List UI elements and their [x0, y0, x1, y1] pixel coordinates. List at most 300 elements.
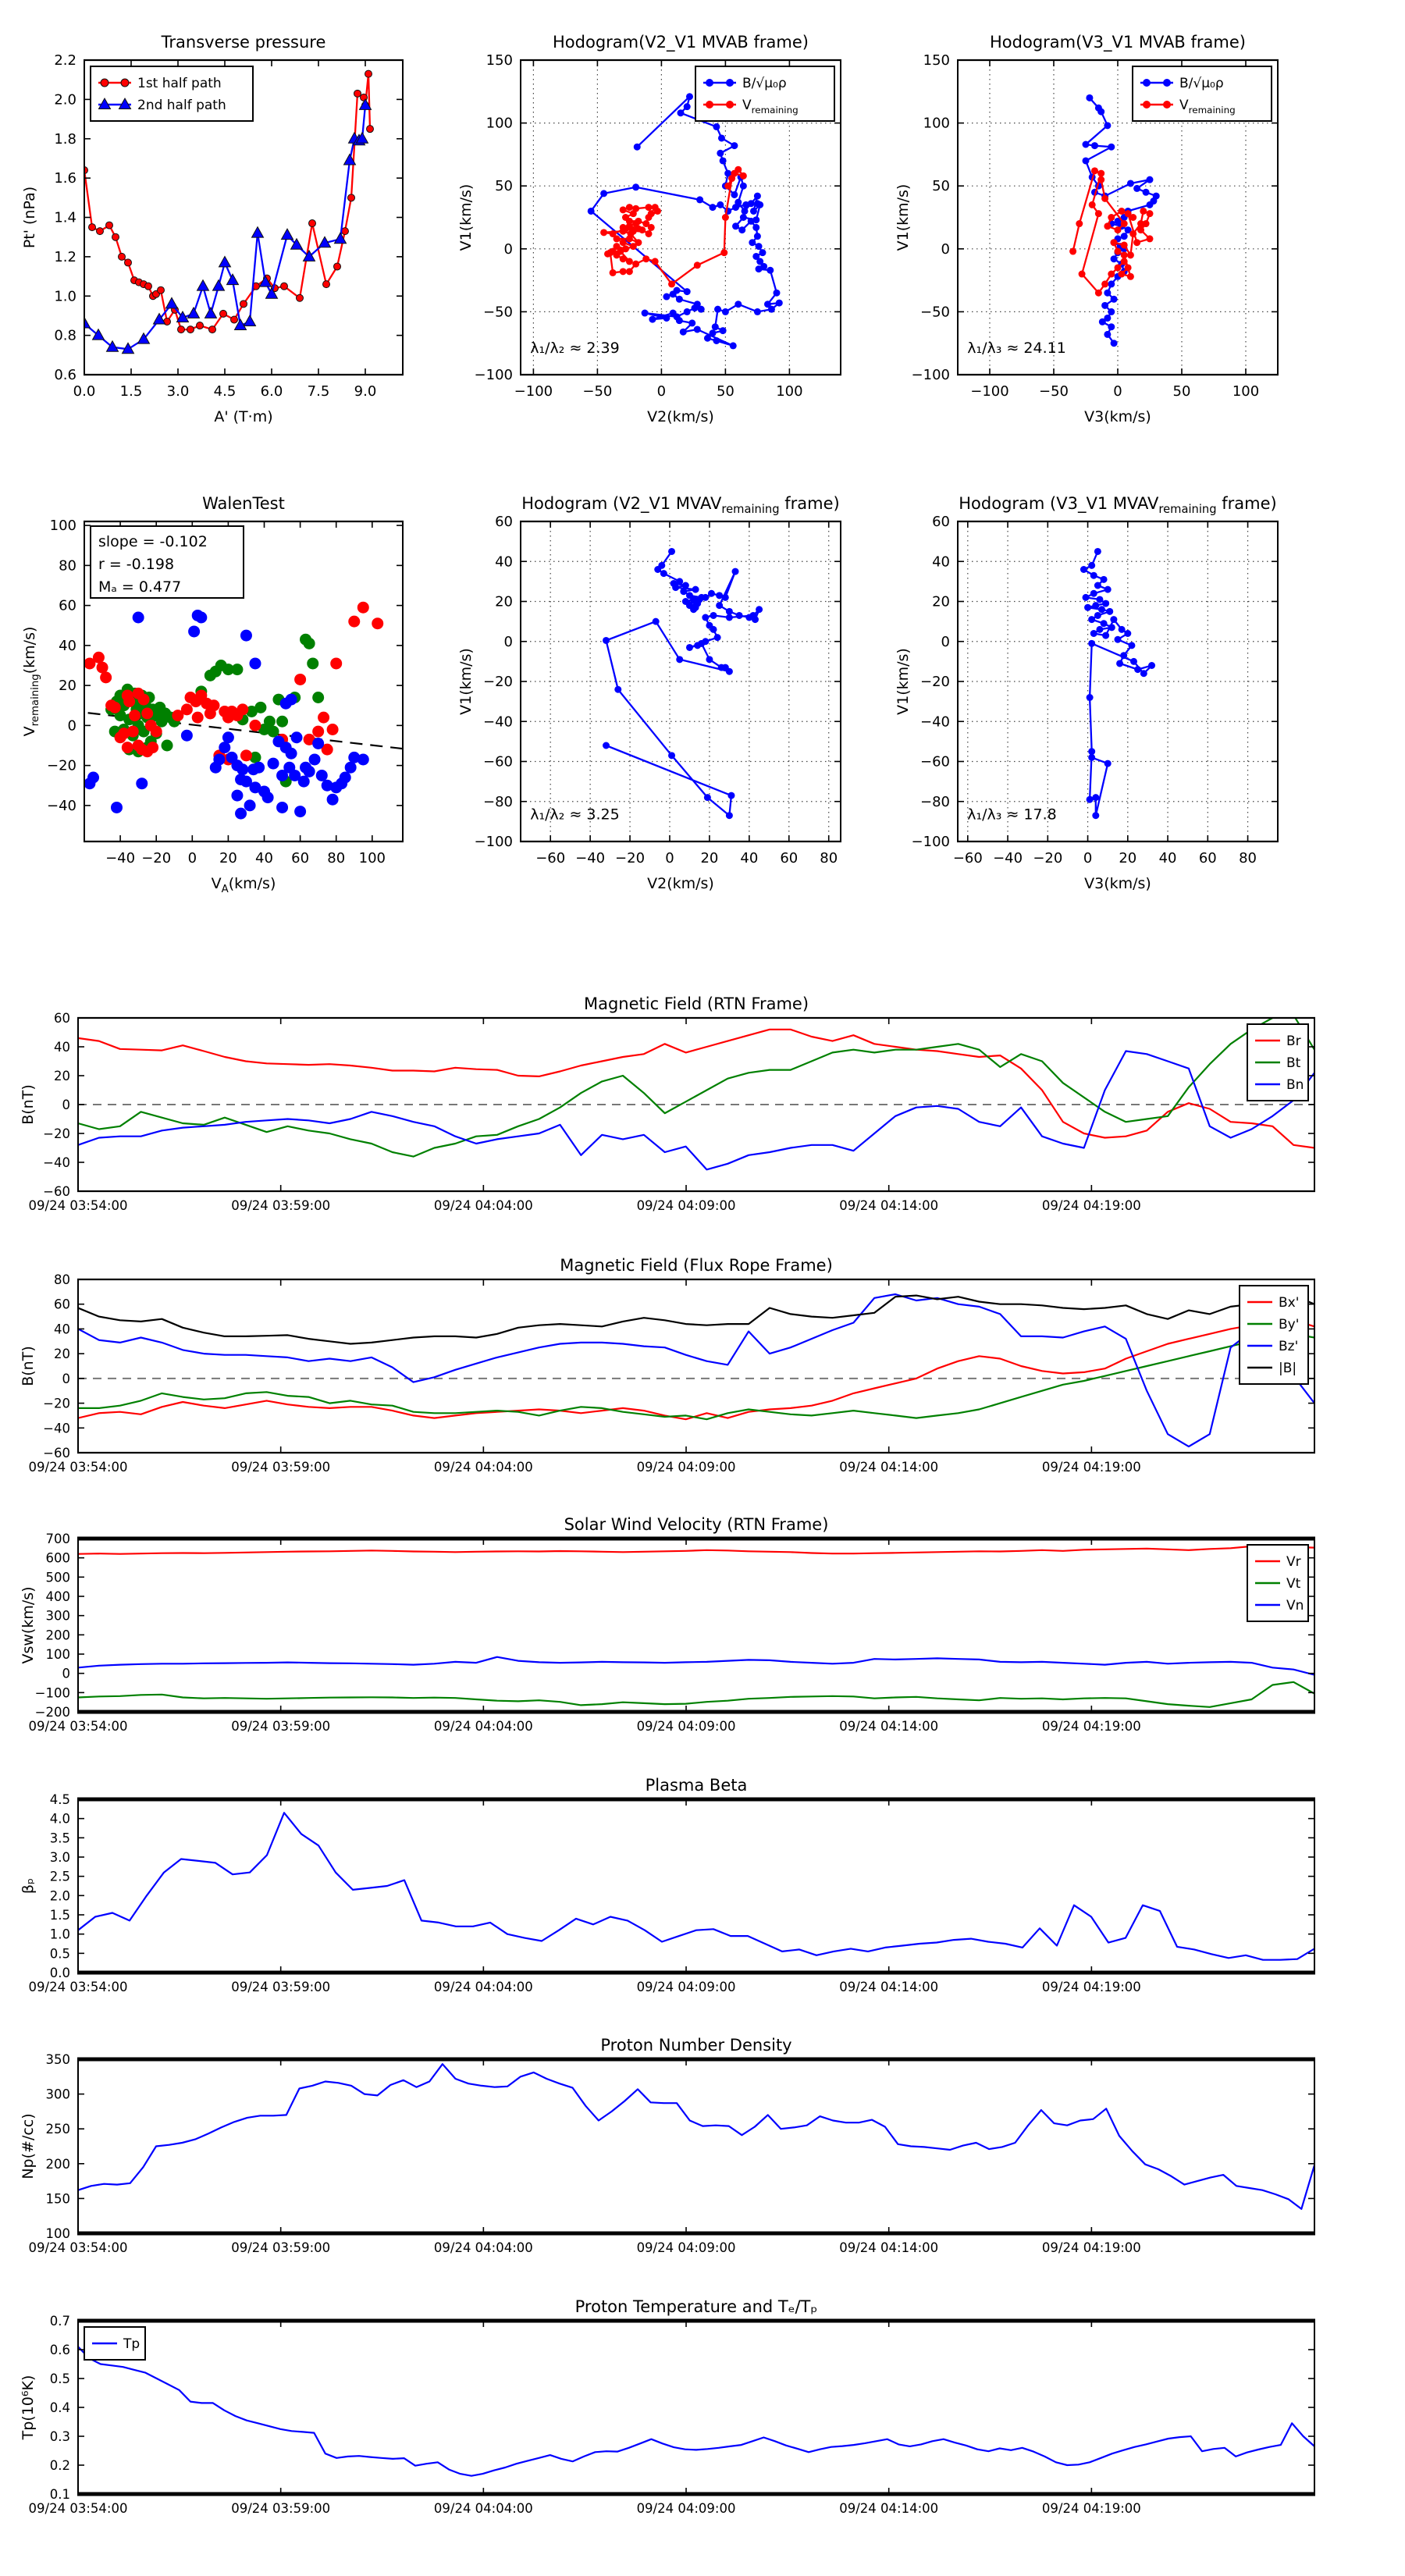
marker-dot [1125, 264, 1132, 271]
x-tick-label: 09/24 04:04:00 [433, 1460, 533, 1475]
marker-dot [1086, 94, 1093, 101]
y-tick-label: 1.5 [49, 1908, 70, 1923]
x-tick-label: 50 [1172, 383, 1191, 400]
marker-dot [235, 808, 247, 820]
x-tick-label: 20 [1119, 850, 1137, 866]
marker-dot [1120, 652, 1127, 659]
marker-dot [716, 592, 723, 599]
marker-circle [281, 283, 288, 290]
marker-dot [668, 280, 675, 287]
y-tick-label: −20 [43, 1126, 70, 1141]
marker-dot [610, 269, 617, 276]
marker-dot [620, 224, 627, 231]
marker-dot [717, 150, 724, 157]
marker-dot [357, 753, 369, 765]
marker-dot [717, 201, 724, 208]
marker-dot [676, 656, 683, 663]
marker-dot [727, 792, 735, 799]
marker-circle [348, 194, 355, 201]
marker-dot [652, 258, 659, 265]
marker-dot [635, 218, 642, 225]
legend-label: |B| [1279, 1361, 1297, 1376]
marker-circle [97, 228, 104, 235]
marker-dot [1108, 323, 1115, 330]
marker-dot [240, 749, 252, 761]
legend [1247, 1024, 1308, 1101]
y-tick-label: −200 [34, 1705, 70, 1720]
marker-dot [327, 794, 339, 806]
y-tick-label: 0 [503, 633, 513, 650]
y-tick-label: 80 [59, 557, 76, 575]
marker-dot [603, 637, 610, 644]
stats-line: Mₐ = 0.477 [98, 578, 182, 596]
marker-dot [1083, 141, 1090, 148]
y-tick-label: 350 [45, 2052, 70, 2067]
marker-dot [1088, 640, 1095, 647]
x-tick-label: 09/24 03:54:00 [28, 2240, 128, 2255]
marker-dot [756, 243, 763, 250]
y-tick-label: −20 [920, 674, 950, 690]
panel-title: Solar Wind Velocity (RTN Frame) [564, 1515, 829, 1534]
x-tick-label: 100 [776, 383, 803, 400]
panel-transverse-pressure [21, 33, 404, 425]
x-tick-label: 80 [820, 850, 838, 866]
marker-dot [742, 201, 749, 208]
x-tick-label: 09/24 04:04:00 [433, 2240, 533, 2255]
x-tick-label: 09/24 04:19:00 [1041, 2501, 1141, 2516]
marker-dot [1140, 670, 1147, 677]
annotation: λ₁/λ₂ ≈ 2.39 [530, 339, 620, 357]
marker-dot [600, 229, 607, 236]
y-tick-label: 1.0 [54, 288, 76, 305]
marker-dot [660, 570, 667, 577]
x-tick-label: −50 [1039, 383, 1069, 400]
marker-dot [138, 694, 150, 706]
marker-circle [121, 79, 129, 87]
y-tick-label: 80 [54, 1272, 70, 1287]
marker-dot [768, 306, 775, 313]
y-tick-label: 2.0 [49, 1888, 70, 1904]
x-tick-label: 09/24 03:54:00 [28, 2501, 128, 2516]
marker-dot [1129, 214, 1136, 221]
x-tick-label: 09/24 04:09:00 [636, 1719, 736, 1734]
x-tick-label: 1.5 [119, 383, 143, 400]
x-tick-label: 09/24 04:09:00 [636, 2240, 736, 2255]
marker-dot [219, 742, 230, 753]
marker-dot [1115, 264, 1122, 271]
marker-dot [1096, 596, 1103, 603]
marker-dot [649, 316, 656, 323]
y-tick-label: 100 [486, 115, 513, 132]
marker-dot [1089, 201, 1096, 208]
marker-dot [653, 618, 660, 625]
marker-dot [254, 702, 266, 713]
y-tick-label: −60 [43, 1446, 70, 1461]
marker-circle [309, 220, 316, 227]
marker-dot [304, 638, 315, 649]
y-tick-label: 50 [932, 178, 950, 195]
legend [84, 2327, 145, 2360]
marker-dot [668, 752, 675, 759]
marker-dot [774, 290, 781, 297]
marker-dot [732, 568, 739, 575]
y-tick-label: 400 [45, 1589, 70, 1604]
marker-dot [1134, 666, 1141, 673]
marker-dot [610, 230, 617, 237]
marker-dot [742, 208, 749, 215]
marker-dot [276, 716, 288, 728]
marker-dot [620, 255, 627, 262]
legend-label: Vn [1286, 1598, 1304, 1614]
marker-dot [1091, 142, 1098, 149]
marker-dot [663, 315, 670, 322]
marker-dot [730, 342, 737, 349]
x-tick-label: 09/24 04:14:00 [839, 2501, 939, 2516]
y-tick-label: 1.2 [54, 248, 76, 265]
x-tick-label: 50 [716, 383, 735, 400]
marker-dot [294, 806, 306, 817]
marker-dot [726, 608, 733, 615]
x-tick-label: 09/24 04:14:00 [839, 1719, 939, 1734]
x-tick-label: 09/24 03:59:00 [231, 1460, 331, 1475]
y-tick-label: 40 [54, 1040, 70, 1055]
x-tick-label: 09/24 04:19:00 [1041, 2240, 1141, 2255]
x-tick-label: −40 [105, 850, 136, 866]
legend-label: 2nd half path [137, 98, 226, 113]
marker-dot [710, 626, 717, 633]
marker-circle [209, 326, 216, 333]
marker-dot [307, 657, 318, 669]
marker-dot [722, 594, 729, 601]
y-tick-label: 150 [923, 52, 950, 69]
marker-dot [1083, 157, 1090, 164]
marker-dot [253, 762, 265, 774]
marker-dot [1104, 290, 1111, 297]
legend-label: $V_{remaining}$ [1179, 98, 1236, 116]
marker-dot [600, 190, 607, 197]
panel-title: Hodogram(V2_V1 MVAB frame) [553, 33, 809, 52]
marker-dot [740, 183, 747, 190]
marker-dot [684, 308, 691, 315]
marker-dot [759, 249, 766, 256]
panel-title: Proton Number Density [600, 2036, 792, 2055]
y-tick-label: 0.6 [49, 2343, 70, 2357]
marker-dot [654, 566, 661, 573]
panel-hodogram-v3v1-mvab [895, 33, 1279, 425]
marker-dot [702, 594, 709, 601]
marker-dot [676, 578, 683, 585]
marker-dot [1124, 630, 1131, 637]
marker-dot [1147, 235, 1154, 242]
y-tick-label: 1.6 [54, 170, 76, 187]
marker-dot [340, 772, 351, 784]
marker-dot [756, 606, 763, 613]
y-tick-label: 2.2 [54, 52, 76, 69]
marker-dot [1128, 642, 1135, 649]
marker-dot [1084, 604, 1091, 611]
annotation: λ₁/λ₃ ≈ 17.8 [967, 806, 1057, 824]
x-tick-label: 09/24 04:14:00 [839, 2240, 939, 2255]
marker-dot [280, 698, 292, 710]
marker-dot [1108, 214, 1115, 221]
y-axis-label: B(nT) [20, 1084, 37, 1125]
x-tick-label: 80 [327, 850, 346, 866]
marker-dot [127, 726, 139, 738]
marker-dot [1119, 626, 1126, 633]
x-tick-label: 09/24 04:14:00 [839, 1198, 939, 1213]
marker-dot [312, 738, 324, 749]
legend [1240, 1286, 1308, 1384]
y-tick-label: 20 [54, 1069, 70, 1083]
marker-dot [749, 612, 756, 619]
marker-dot [1101, 576, 1108, 583]
marker-dot [1133, 239, 1140, 246]
marker-dot [1069, 248, 1076, 255]
marker-dot [1097, 170, 1104, 177]
marker-dot [1111, 239, 1118, 246]
marker-dot [614, 243, 621, 250]
marker-dot [1090, 590, 1097, 597]
y-tick-label: 0 [503, 240, 513, 258]
marker-dot [330, 657, 342, 669]
marker-dot [680, 588, 687, 595]
marker-dot [722, 214, 729, 221]
marker-dot [1121, 258, 1128, 265]
y-axis-label: V1(km/s) [457, 183, 475, 251]
plot-area [78, 1799, 1314, 1973]
marker-dot [738, 226, 745, 233]
marker-dot [268, 758, 279, 770]
marker-dot [1127, 273, 1134, 280]
marker-dot [1087, 694, 1094, 701]
marker-dot [684, 103, 691, 110]
x-tick-label: 0 [1113, 383, 1122, 400]
marker-dot [776, 300, 783, 307]
x-tick-label: −60 [535, 850, 566, 866]
marker-dot [620, 239, 627, 246]
marker-dot [712, 323, 719, 330]
marker-dot [706, 656, 713, 663]
marker-dot [767, 267, 774, 274]
y-tick-label: 700 [45, 1532, 70, 1546]
marker-dot [706, 79, 713, 87]
marker-dot [1097, 176, 1104, 183]
y-tick-label: −40 [47, 797, 76, 814]
y-axis-label: V1(km/s) [457, 648, 475, 715]
y-axis-label: Vsw(km/s) [20, 1586, 37, 1664]
marker-dot [298, 776, 310, 788]
x-tick-label: 40 [1158, 850, 1177, 866]
x-tick-label: −100 [514, 383, 553, 400]
x-tick-label: −50 [582, 383, 613, 400]
marker-dot [1143, 220, 1150, 227]
y-tick-label: 0.1 [49, 2487, 70, 2502]
y-tick-label: −80 [483, 793, 513, 810]
marker-dot [123, 696, 135, 707]
marker-circle [119, 253, 126, 260]
marker-dot [1121, 233, 1128, 240]
x-tick-label: 09/24 04:19:00 [1041, 1980, 1141, 1994]
x-tick-label: 09/24 04:09:00 [636, 2501, 736, 2516]
marker-dot [1111, 296, 1118, 303]
marker-circle [297, 294, 304, 301]
y-tick-label: 0.8 [54, 327, 76, 344]
marker-dot [1118, 271, 1125, 278]
x-tick-label: 09/24 04:04:00 [433, 2501, 533, 2516]
marker-dot [720, 157, 727, 164]
x-tick-label: 20 [219, 850, 237, 866]
y-tick-label: 1.0 [49, 1927, 70, 1942]
marker-circle [187, 326, 194, 333]
x-tick-label: 09/24 04:19:00 [1041, 1460, 1141, 1475]
marker-dot [1094, 548, 1101, 555]
x-tick-label: 40 [740, 850, 759, 866]
x-tick-label: 6.0 [260, 383, 283, 400]
y-tick-label: −20 [47, 757, 76, 774]
x-tick-label: 80 [1239, 850, 1257, 866]
marker-dot [1140, 208, 1147, 215]
marker-dot [1083, 594, 1090, 601]
marker-dot [708, 590, 715, 597]
marker-dot [716, 602, 723, 609]
marker-dot [312, 692, 324, 703]
x-tick-label: 0 [187, 850, 197, 866]
marker-dot [642, 310, 649, 317]
marker-dot [1096, 626, 1103, 633]
y-tick-label: −100 [474, 834, 513, 850]
marker-dot [1106, 608, 1113, 615]
x-axis-label: A' (T·m) [214, 408, 273, 425]
marker-dot [634, 144, 641, 151]
marker-dot [735, 301, 742, 308]
marker-dot [192, 712, 204, 724]
marker-dot [93, 652, 105, 664]
panel-magnetic-field-rtn [20, 994, 1315, 1213]
marker-dot [622, 214, 629, 221]
x-axis-label: V3(km/s) [1084, 408, 1151, 425]
x-tick-label: 3.0 [166, 383, 190, 400]
marker-dot [1129, 230, 1136, 237]
x-tick-label: 09/24 03:59:00 [231, 1198, 331, 1213]
marker-circle [145, 283, 152, 290]
marker-dot [654, 208, 661, 215]
marker-circle [101, 79, 108, 87]
legend-label: 1st half path [137, 76, 222, 91]
marker-dot [663, 294, 670, 301]
legend-label: B/√μ₀ρ [1179, 76, 1224, 91]
marker-dot [1104, 122, 1111, 129]
panel-walen-test [21, 494, 404, 895]
marker-dot [141, 708, 153, 720]
marker-dot [684, 288, 691, 295]
y-tick-label: −60 [483, 753, 513, 770]
y-tick-label: 150 [45, 2191, 70, 2207]
marker-dot [1104, 222, 1111, 229]
x-tick-label: 0.0 [73, 383, 96, 400]
x-tick-label: 09/24 03:54:00 [28, 1198, 128, 1213]
marker-dot [710, 612, 717, 619]
marker-dot [237, 763, 248, 775]
marker-dot [1115, 636, 1122, 643]
marker-dot [632, 261, 639, 268]
y-tick-label: −40 [483, 713, 513, 731]
marker-dot [694, 301, 701, 308]
stats-line: slope = -0.102 [98, 533, 208, 550]
marker-dot [642, 255, 649, 262]
panel-proton-number-density [20, 2036, 1315, 2255]
marker-dot [109, 702, 121, 713]
y-tick-label: 1.8 [54, 130, 76, 148]
x-tick-label: −40 [993, 850, 1023, 866]
x-tick-label: 60 [1198, 850, 1217, 866]
x-tick-label: 20 [700, 850, 719, 866]
panel-title: Magnetic Field (Flux Rope Frame) [560, 1256, 833, 1275]
marker-dot [678, 109, 685, 116]
x-tick-label: 09/24 04:04:00 [433, 1980, 533, 1994]
x-tick-label: 09/24 04:14:00 [839, 1460, 939, 1475]
y-tick-label: 600 [45, 1550, 70, 1566]
legend-label: Tp [123, 2336, 140, 2352]
marker-dot [213, 753, 225, 765]
x-tick-label: −20 [615, 850, 646, 866]
marker-dot [1094, 582, 1101, 589]
x-tick-label: −20 [141, 850, 172, 866]
marker-dot [1111, 255, 1118, 262]
legend-label: B/√μ₀ρ [742, 76, 787, 91]
marker-circle [197, 322, 204, 329]
marker-dot [588, 208, 595, 215]
x-tick-label: 09/24 03:59:00 [231, 1719, 331, 1734]
marker-dot [680, 329, 687, 336]
y-tick-label: 0.4 [49, 2400, 70, 2415]
y-tick-label: 0.6 [54, 367, 76, 383]
y-tick-label: −50 [920, 304, 950, 321]
marker-dot [1127, 180, 1134, 187]
marker-dot [694, 262, 701, 269]
marker-circle [220, 310, 227, 317]
marker-circle [365, 70, 372, 77]
marker-dot [626, 204, 633, 211]
x-tick-label: 4.5 [213, 383, 237, 400]
marker-dot [710, 329, 717, 336]
marker-dot [1143, 101, 1151, 109]
marker-dot [276, 802, 288, 813]
x-tick-label: 09/24 03:54:00 [28, 1980, 128, 1994]
plot-area [78, 2321, 1314, 2494]
x-tick-label: 7.5 [307, 383, 330, 400]
y-axis-label: Pt' (nPa) [21, 186, 38, 249]
marker-dot [626, 258, 633, 265]
marker-dot [614, 686, 621, 693]
x-tick-label: 09/24 03:59:00 [231, 2240, 331, 2255]
marker-dot [357, 602, 369, 614]
marker-dot [316, 770, 328, 781]
x-tick-label: 09/24 04:19:00 [1041, 1198, 1141, 1213]
marker-dot [698, 640, 705, 647]
marker-dot [704, 794, 711, 801]
panel-title: Proton Temperature and Tₑ/Tₚ [574, 2297, 818, 2316]
y-tick-label: 250 [45, 2122, 70, 2137]
panel-magnetic-field-fluxrope [20, 1256, 1315, 1475]
x-tick-label: 0 [665, 850, 674, 866]
marker-dot [731, 142, 738, 149]
marker-dot [696, 196, 703, 203]
marker-dot [1090, 572, 1097, 579]
marker-dot [294, 674, 306, 685]
marker-dot [696, 596, 703, 603]
marker-dot [752, 224, 759, 231]
marker-dot [345, 762, 357, 774]
